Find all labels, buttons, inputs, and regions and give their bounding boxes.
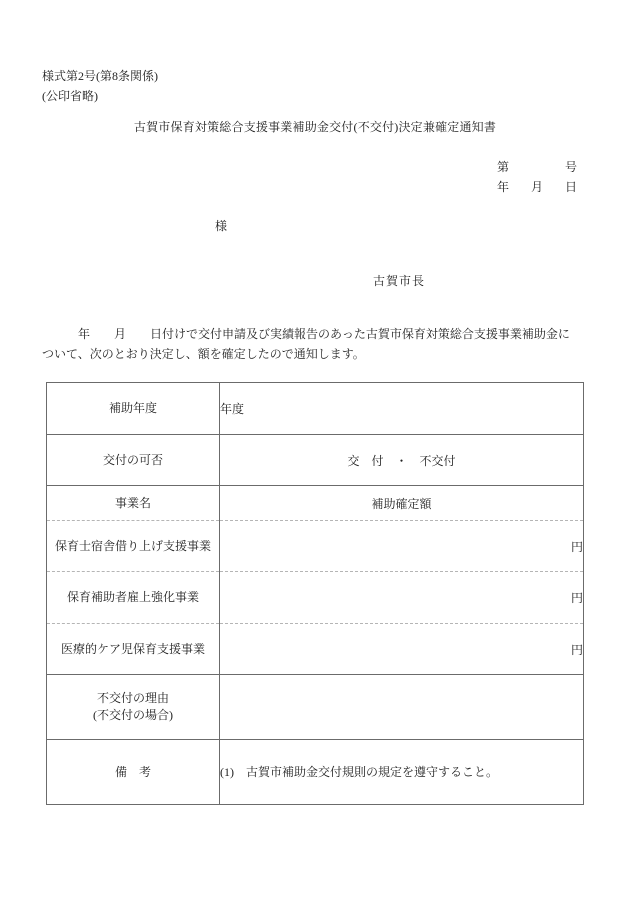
sender-name: 古賀市長 xyxy=(373,274,426,288)
subsidy-table xyxy=(46,382,584,805)
table-row-project-header xyxy=(47,486,584,521)
body-line-2: ついて、次のとおり決定し、額を確定したので通知します。 xyxy=(42,347,365,361)
table-row-grant-decision xyxy=(47,435,584,486)
row-value: 年度 xyxy=(220,383,584,435)
row-label: 備 考 xyxy=(47,740,220,805)
row-value: (1) 古賀市補助金交付規則の規定を遵守すること。 xyxy=(220,740,584,805)
row-label: 補助年度 xyxy=(47,383,220,435)
seal-note: (公印省略) xyxy=(42,89,98,103)
row-label: 医療的ケア児保育支援事業 xyxy=(47,624,220,675)
row-value xyxy=(220,675,584,740)
row-value: 円 xyxy=(220,572,584,624)
row-label: 交付の可否 xyxy=(47,435,220,486)
table-row-fiscal-year xyxy=(47,383,584,435)
doc-number-prefix: 第 xyxy=(497,160,510,174)
date-year-label: 年 xyxy=(497,180,510,194)
document-title: 古賀市保育対策総合支援事業補助金交付(不交付)決定兼確定通知書 xyxy=(133,120,497,134)
date-line xyxy=(497,178,577,195)
form-number: 様式第2号(第8条関係) xyxy=(42,69,158,83)
body-line-1: 年 月 日付けで交付申請及び実績報告のあった古賀市保育対策総合支援事業補助金に xyxy=(42,327,570,341)
row-value: 円 xyxy=(220,521,584,572)
table-row-assistant-project xyxy=(47,572,584,624)
table-row-remarks xyxy=(47,740,584,805)
body-paragraph xyxy=(42,324,590,364)
row-label xyxy=(47,675,220,740)
date-month-label: 月 xyxy=(530,180,543,194)
doc-number-line xyxy=(497,158,577,175)
form-header xyxy=(42,66,158,106)
row-label-line-2: (不交付の場合) xyxy=(93,708,173,722)
doc-number-suffix: 号 xyxy=(564,160,577,174)
date-day-label: 日 xyxy=(564,180,577,194)
row-label-line-1: 不交付の理由 xyxy=(96,691,169,705)
row-value: 補助確定額 xyxy=(220,486,584,521)
row-label: 事業名 xyxy=(47,486,220,521)
table-row-medical-care-project xyxy=(47,624,584,675)
row-label: 保育士宿舎借り上げ支援事業 xyxy=(47,521,220,572)
table-row-denial-reason xyxy=(47,675,584,740)
row-value: 交 付 ・ 不交付 xyxy=(220,435,584,486)
addressee-honorific: 様 xyxy=(215,219,228,233)
row-value: 円 xyxy=(220,624,584,675)
row-label: 保育補助者雇上強化事業 xyxy=(47,572,220,624)
table-row-housing-project xyxy=(47,521,584,572)
